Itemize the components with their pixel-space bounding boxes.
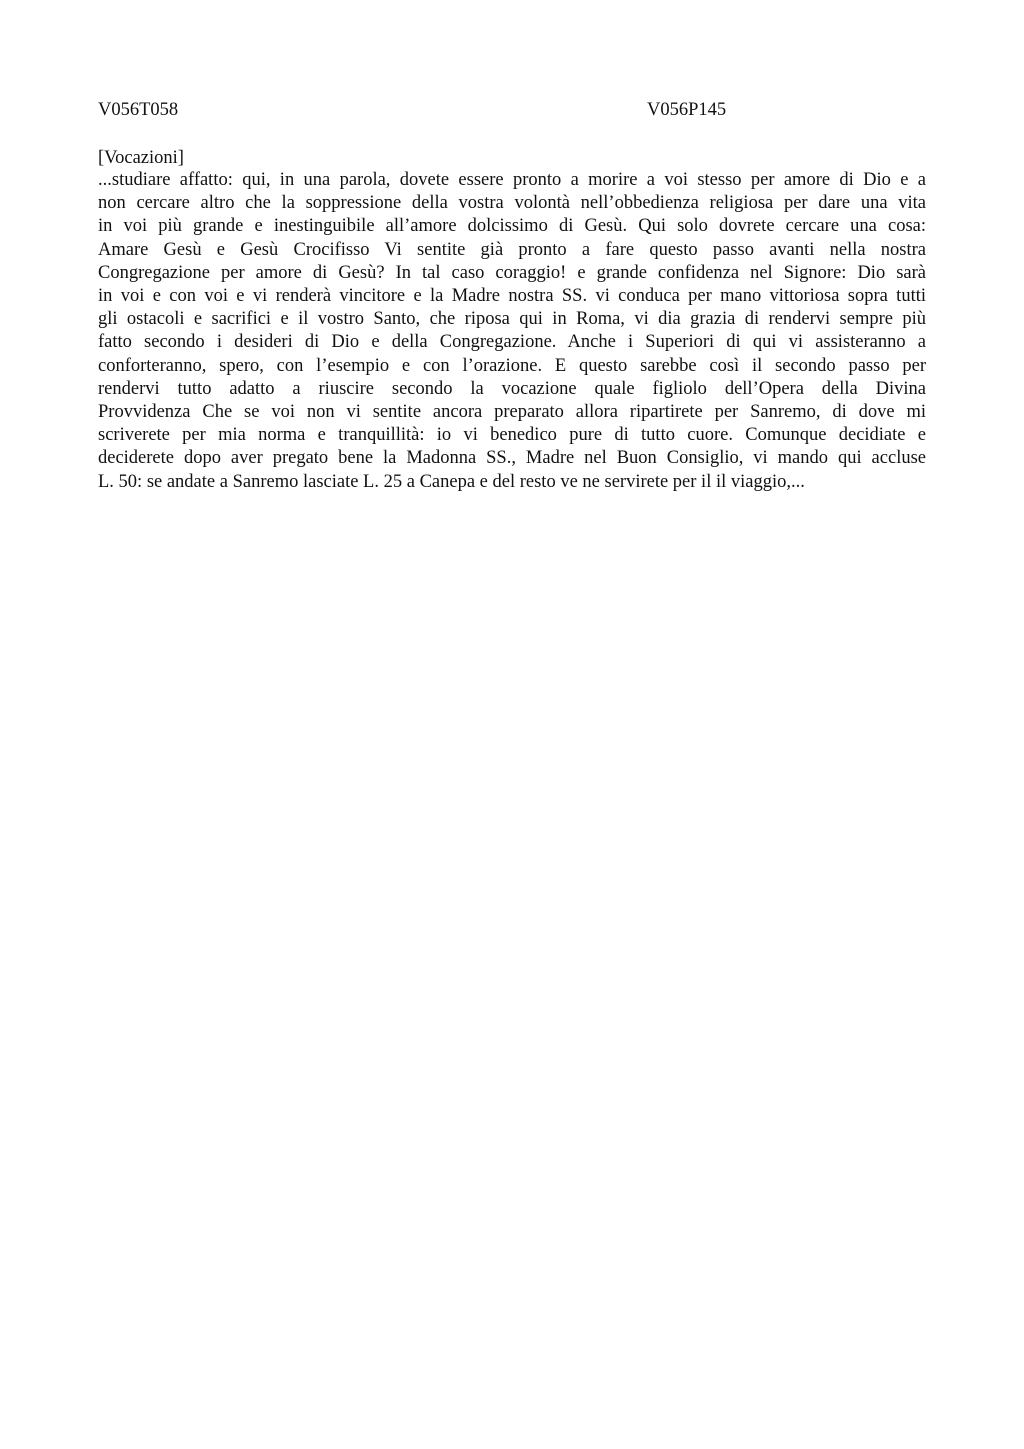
section-title: [Vocazioni] (98, 148, 184, 168)
body-line: in voi più grande e inestinguibile all’amore dolcissimo di Gesù. Qui solo dovrete cercare una cosa: (98, 216, 926, 237)
body-line: Amare Gesù e Gesù Crocifisso Vi sentite già pronto a fare questo passo avanti nella nostra (98, 239, 926, 260)
body-line: gli ostacoli e sacrifici e il vostro Santo, che riposa qui in Roma, vi dia grazia di rendervi sempre più (98, 309, 926, 330)
body-line: ...studiare affatto: qui, in una parola, dovete essere pronto a morire a voi stesso per amore di Dio e a (98, 170, 926, 190)
body-line: in voi e con voi e vi renderà vincitore e la Madre nostra SS. vi conduca per mano vittoriosa sopra tutti (98, 286, 926, 307)
body-line: Provvidenza Che se voi non vi sentite ancora preparato allora ripartirete per Sanremo, di dove mi (98, 402, 926, 423)
letter-body (98, 169, 926, 494)
document-reference-left: V056T058 (98, 100, 179, 120)
document-reference-right: V056P145 (647, 100, 727, 120)
body-line: non cercare altro che la soppressione della vostra volontà nell’obbedienza religiosa per dare una vita (98, 193, 926, 214)
body-line: deciderete dopo aver pregato bene la Madonna SS., Madre nel Buon Consiglio, vi mando qui accluse (98, 448, 926, 469)
page-header (98, 98, 926, 122)
body-line: fatto secondo i desideri di Dio e della Congregazione. Anche i Superiori di qui vi assisteranno a (98, 332, 926, 353)
body-line: conforteranno, spero, con l’esempio e con l’orazione. E questo sarebbe così il secondo passo per (98, 355, 926, 376)
body-line: Congregazione per amore di Gesù? In tal caso coraggio! e grande confidenza nel Signore: Dio sarà (98, 262, 926, 283)
body-line: L. 50: se andate a Sanremo lasciate L. 25 a Canepa e del resto ve ne servirete per il il viaggio,... (98, 471, 805, 492)
body-line: rendervi tutto adatto a riuscire secondo la vocazione quale figliolo dell’Opera della Divina (98, 378, 926, 399)
body-line: scriverete per mia norma e tranquillità: io vi benedico pure di tutto cuore. Comunque decidiate e (98, 425, 926, 446)
